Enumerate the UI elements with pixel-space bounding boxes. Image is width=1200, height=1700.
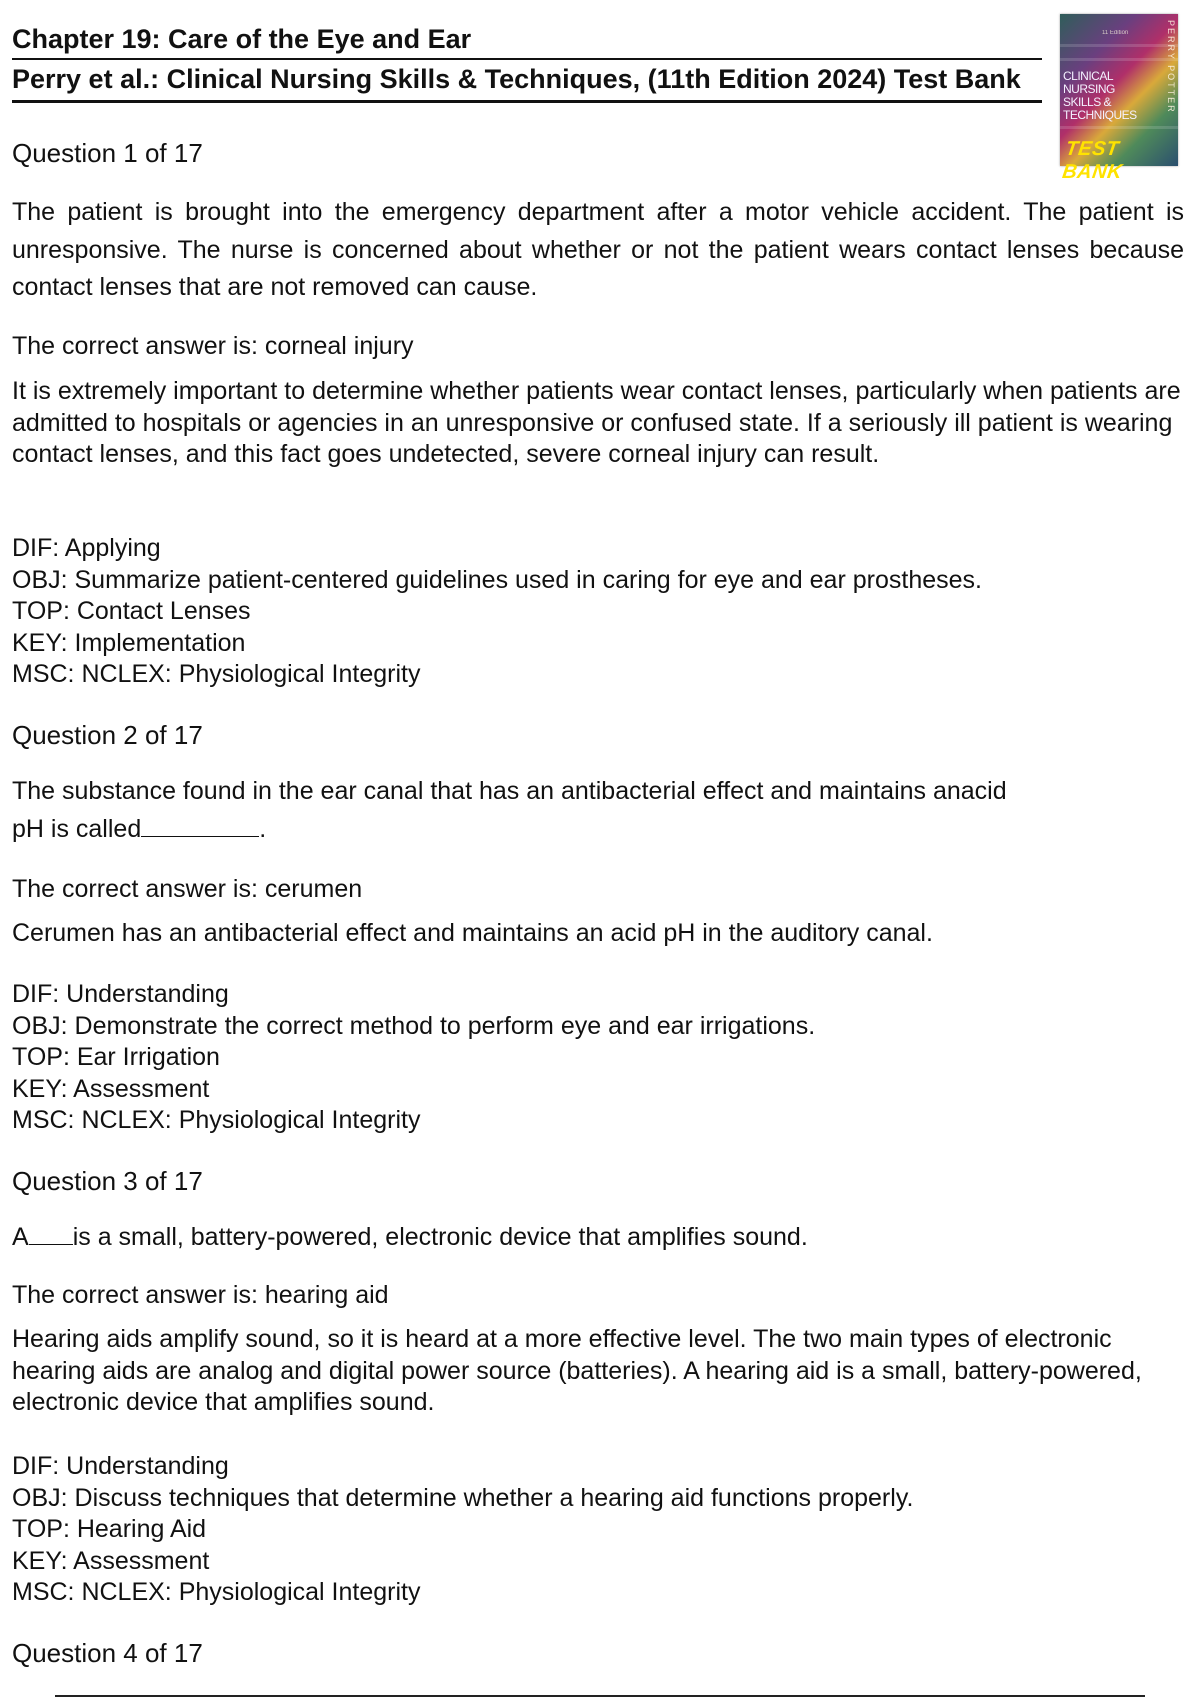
- cover-title: [1063, 70, 1148, 122]
- cover-title-line: TECHNIQUES: [1063, 108, 1137, 122]
- key: KEY: Implementation: [12, 628, 246, 657]
- correct-answer: The correct answer is: corneal injury: [12, 332, 414, 360]
- topic: TOP: Hearing Aid: [12, 1515, 207, 1543]
- key: KEY: Assessment: [12, 1074, 210, 1103]
- question-number: Question 4 of 17: [12, 1638, 203, 1668]
- question-stem: The patient is brought into the emergency department after a motor vehicle accident. The patient is unresponsive. The nurse is concerned about whether or not the patient wears contact lenses because contact lenses that are not removed can cause.: [12, 198, 1184, 301]
- question-metadata: [12, 979, 1184, 1137]
- stem-text: .: [259, 814, 267, 843]
- msc: MSC: NCLEX: Physiological Integrity: [12, 1106, 421, 1134]
- rationale: It is extremely important to determine whether patients wear contact lenses, particularly when patients are admitted to hospitals or agencies in an unresponsive or confused state. If a seriously ill patient is wearing contact lenses, and this fact goes undetected, severe corneal injury can result.: [12, 377, 1181, 468]
- question-stem-line: The substance found in the ear canal that has an antibacterial effect and maintains anacid: [12, 777, 1007, 805]
- stem-text: A: [12, 1223, 29, 1251]
- question-number: Question 1 of 17: [12, 138, 203, 168]
- question-number: Question 3 of 17: [12, 1166, 203, 1196]
- msc: MSC: NCLEX: Physiological Integrity: [12, 660, 421, 688]
- rationale: Hearing aids amplify sound, so it is heard at a more effective level. The two main types of electronic hearing aids are analog and digital power source (batteries). A hearing aid is a small, battery-powered, electronic device that amplifies sound.: [12, 1325, 1142, 1416]
- cover-title-line: NURSING: [1063, 82, 1115, 96]
- chapter-title: Chapter 19: Care of the Eye and Ear: [12, 20, 1042, 60]
- objective: OBJ: Discuss techniques that determine whether a hearing aid functions properly.: [12, 1483, 914, 1512]
- objective: OBJ: Summarize patient-centered guidelines used in caring for eye and ear prostheses.: [12, 565, 982, 594]
- question-metadata: [12, 1451, 1184, 1609]
- difficulty: DIF: Understanding: [12, 980, 229, 1008]
- answer-blank: [141, 812, 259, 837]
- rationale: Cerumen has an antibacterial effect and maintains an acid pH in the auditory canal.: [12, 919, 933, 947]
- question-stem: [12, 1219, 1184, 1257]
- document-header: [12, 20, 1042, 103]
- question-metadata: [12, 533, 1184, 691]
- topic: TOP: Ear Irrigation: [12, 1043, 220, 1071]
- difficulty: DIF: Applying: [12, 534, 161, 562]
- book-title: Perry et al.: Clinical Nursing Skills & Techniques, (11th Edition 2024) Test Bank: [12, 60, 1042, 103]
- stem-text: is a small, battery-powered, electronic device that amplifies sound.: [72, 1223, 808, 1251]
- topic: TOP: Contact Lenses: [12, 597, 251, 625]
- stem-text: pH is called: [12, 814, 142, 843]
- correct-answer: The correct answer is: hearing aid: [12, 1281, 389, 1309]
- footer-divider: [55, 1695, 1145, 1697]
- msc: MSC: NCLEX: Physiological Integrity: [12, 1578, 421, 1606]
- question-stem: [12, 773, 1184, 848]
- difficulty: DIF: Understanding: [12, 1452, 229, 1480]
- question-stem-line: [12, 811, 1184, 849]
- cover-spine-text: PERRY POTTER: [1166, 20, 1176, 114]
- cover-edition: 11 Edition: [1102, 30, 1129, 36]
- answer-blank: [29, 1220, 73, 1245]
- key: KEY: Assessment: [12, 1546, 210, 1575]
- objective: OBJ: Demonstrate the correct method to perform eye and ear irrigations.: [12, 1011, 816, 1040]
- test-bank-badge: TEST BANK: [1060, 138, 1124, 183]
- cover-title-line: SKILLS &: [1063, 95, 1112, 109]
- question-number: Question 2 of 17: [12, 720, 203, 750]
- correct-answer: The correct answer is: cerumen: [12, 875, 363, 903]
- cover-title-line: CLINICAL: [1063, 69, 1114, 83]
